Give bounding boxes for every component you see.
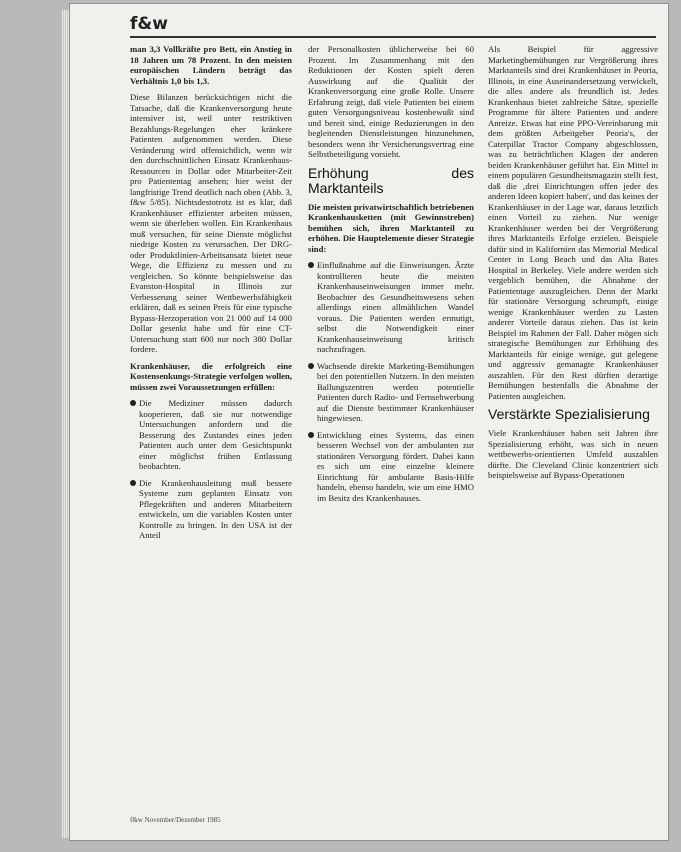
heading-spezialisierung: Verstärkte Spezialisierung [488,406,650,422]
col1-bullet-2: Die Krankenhausleitung muß bessere Systeme zum geplanten Einsatz von Pflegekräften und anderen Mitarbeitern entwickeln, um die variablen Kosten unter Kontrolle zu bringen. In den USA ist der Anteil [130,478,292,541]
page-edges [62,10,70,838]
column-1 [130,44,292,547]
page-footer: f&w November/Dezember 1985 [130,816,221,824]
col2-bullet-3: Entwicklung eines Systems, das einen besseren Wechsel von der ambulanten zur stationären Versorgung fördert. Dabei kann es sich um eine einzelne kleinere Einrichtung für ambulante Basis-Hilfe handeln, ebenso handeln, wie um eine HMO im Besitz des Krankenhauses. [308,430,474,504]
header-rule [130,36,656,38]
column-2 [308,44,474,509]
col1-paragraph: Diese Bilanzen berücksichtigen nicht die Tatsache, daß die Krankenversorgung heute intensiver ist, weil unter restriktiven Bezahlungs-Regelungen eher kränkere Patienten aufgenommen werden. Diese Veränderung wird offensichtlich, wenn wir den durchschnittlichen Einsatz Krankenhaus-Ressourcen in Dollar oder Mitarbeiter-Zeit pro Patiententag ansehen; hier weist der langfristige Trend deutlich nach oben (Abb. 3, f&w 5/85). Nichtsdestotrotz ist es klar, daß Krankenhäuser effizienter arbeiten müssen, wenn sie überleben wollen. Ein Krankenhaus muß versuchen, für seine Dienste möglichst niedrige Kosten zu verursachen. Der DRG- oder Produktlinien-Arbeitsansatz bietet neue Wege, die Effizienz zu messen und zu vergleichen. So könnte beispielsweise das Evanston-Hospital in Illinois zur Verbesserung seiner Wettbewerbsfähigkeit erklären, daß es seinen Preis für eine typische Bypass-Herzoperation von 21 000 auf 14 000 Dollar gesenkt habe und für eine CT-Untersuchung statt 600 nur noch 380 Dollar fordere. [130,92,292,354]
col2-bullet-1: Einflußnahme auf die Einweisungen. Ärzte kontrollieren heute die meisten Krankenhauseinweisungen immer mehr. Beobachter des Gesundheitswesens sehen allerdings einen allmählichen Wandel voraus. Die Patienten werden ermutigt, selbst die Notwendigkeit einer Krankenhauseinweisung kritisch nachzufragen. [308,260,474,355]
col3-paragraph-2: Viele Krankenhäuser haben seit Jahren ihre Spezialisierung erhöht, was sich in neuen wettbewerbs-orientierten Umfeld auszahlen dürfte. Die Cleveland Clinic konzentriert sich beispielsweise auf Bypass-Operationen [488,428,658,480]
col3-paragraph: Als Beispiel für aggressive Marketingbemühungen zur Vergrößerung ihres Marktanteils sind drei Krankenhäuser in Peoria, Illinois, in eine Auseinandersetzung verwickelt, die alles andere als freundlich ist. Jedes Krankenhaus bietet zahlreiche Sätze, spezielle Programme für ältere Patienten und andere Anreize. Etwas hat eine PPO-Vereinbarung mit dem größten Arbeitgeber Peoria's, der Caterpillar Tractor Company abgeschlossen, was zu beträchtlichen Klagen der anderen beiden Krankenhäuser geführt hat. Ein Mittel in einem populären Gesundheitsmagazin stellt fest, daß die ‚drei Einrichtungen offen jeder des anderen Ideen kopiert haben', und das keines der Krankenhäuser in der Lage war, daraus letztlich einen Vorteil zu ziehen. Nur wenige Krankenhäuser werden bei der Vergrößerung ihres Marktanteils Erfolge erzielen. Beispiele dafür sind in Kalifornien das Memorial Medical Center in Long Beach und das Alta Bates Hospital in Berkeley. Viele andere werden sich vergeblich bemühen, die Abnahme der Patiententage auszugleichen. Denn der Markt für stationäre Versorgung schrumpft, einige wenige Krankenhäuser werden zu Lasten anderer Vorteile daraus ziehen. Das ist kein Beispiel im Rahmen der Fall. Daher mögen sich strategische Bemühungen zur Erhöhung des Marktanteils für einige wenige, gut gelegene und aggressiv gemanagte Krankenhäuser auszahlen. Für den Rest dürften derartige Bemühungen bestenfalls die Abnahme der Patienten ausgleichen. [488,44,658,401]
document-page [70,4,668,840]
col2-paragraph: der Personalkosten üblicherweise bei 60 Prozent. Im Zusammenhang mit den Reduktionen der Kosten spielt deren Auswirkung auf die Qualität der Krankenversorgung eine große Rolle. Unsere Erfahrung zeigt, daß viele Patienten bei einem guten Versorgungsniveau kostenbewußt sind und bereit sind, einige Reduzierungen in den begleitenden Dienstleistungen hinzunehmen, besonders wenn ihr Versicherungsvertrag eine Selbstbeteiligung vorsieht. [308,44,474,159]
journal-logo: f&w [130,14,168,34]
col1-bullet-1: Die Mediziner müssen dadurch kooperieren, daß sie nur notwendige Untersuchungen anfordern und die Besserung des Zustandes eines jeden Patienten auch unter dem Gesichtspunkt einer möglichst frühen Entlassung beobachten. [130,398,292,472]
heading-marktanteil: Erhöhung des Marktanteils [308,164,474,196]
col2-bullet-2: Wachsende direkte Marketing-Bemühungen bei den potentiellen Nutzern. In den meisten Ballungszentren werden potentielle Patienten durch Radio- und Fernsehwerbung auf die Dienste bestimmter Krankenhäuser hingewiesen. [308,361,474,424]
col1-lead: Krankenhäuser, die erfolgreich eine Kostensenkungs-Strategie verfolgen wollen, müssen zwei Voraussetzungen erfüllen: [130,360,292,392]
column-3 [488,44,658,487]
col1-intro: man 3,3 Vollkräfte pro Bett, ein Anstieg in 18 Jahren um 78 Prozent. In den meisten europäischen Ländern beträgt das Verhältnis 1,0 bis 1,3. [130,44,292,86]
col2-lead: Die meisten privatwirtschaftlich betriebenen Krankenhausketten (mit Gewinnstreben) bemühen sich, ihren Marktanteil zu erhöhen. Die Hauptelemente dieser Strategie sind: [308,201,474,254]
